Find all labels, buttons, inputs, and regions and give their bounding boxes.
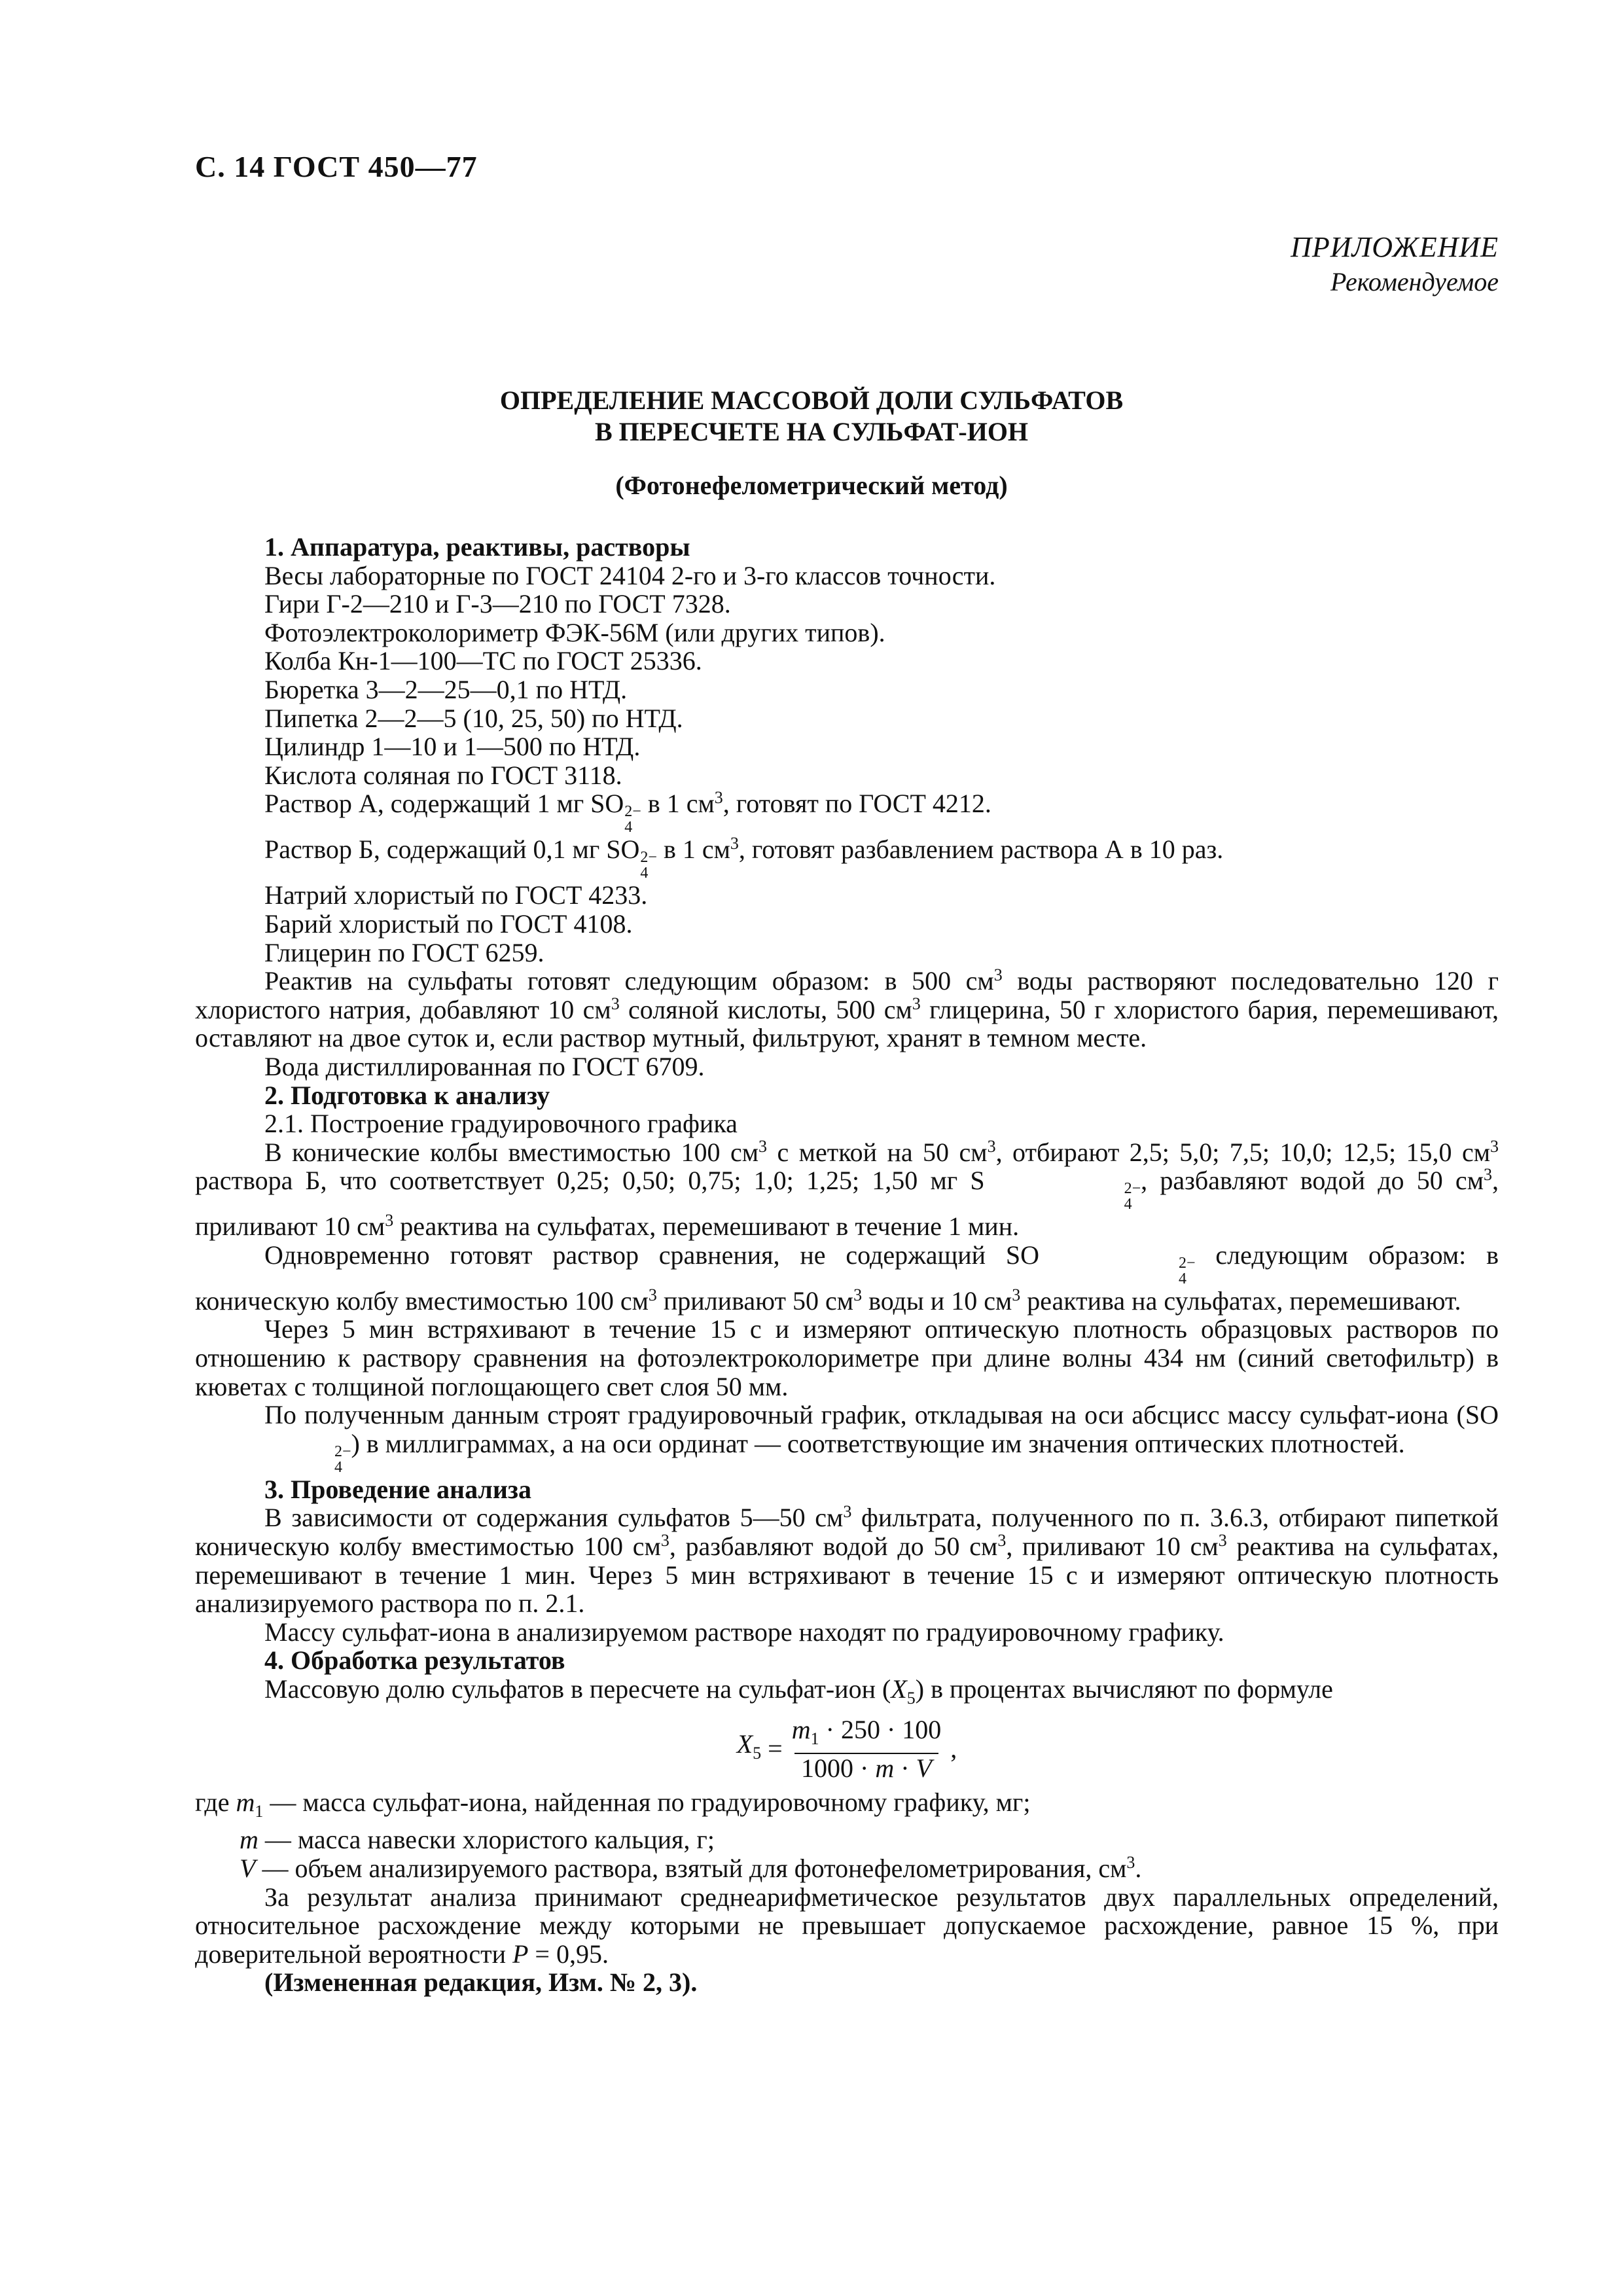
list-item: Цилиндр 1—10 и 1—500 по НТД. [264,732,641,762]
formula-numerator: $m_1 \cdot 250 \cdot 100$ [791,1714,942,1748]
list-item: Пипетка 2—2—5 (10, 25, 50) по НТД. [264,703,683,733]
paragraph: Через 5 мин встряхивают в течение 15 с и измеряют оптическую плотность образцовых растворов по отношению к раствору сравнения на фотоэлектроколориметре при длине волны 434 нм (синий светофильтр) в кюветах с толщиной поглощающего свет слоя 50 мм. [195,1314,1499,1401]
list-item: Глицерин по ГОСТ 6259. [264,937,544,967]
formula: $X_5$ = $\frac{m_1 \cdot 250 \cdot 100}{1000 \cdot m \cdot V}$ , [736,1714,957,1784]
formula-fraction [785,1715,948,1783]
result-paragraph: За результат анализа принимают среднеарифметическое результатов двух параллельных определений, относительное расхождение между которыми не превышает допускаемое расхождение, равное 15 %, при доверительной вероятности P = 0,95. [195,1882,1499,1969]
sulfate-ion-symbol: 2− 4 [640,849,657,882]
sulfate-ion-symbol: 2− 4 [624,803,641,836]
list-item: Барий хлористый по ГОСТ 4108. [264,908,633,939]
water-line: Вода дистиллированная по ГОСТ 6709. [264,1051,705,1081]
list-item: Колба Кн-1—100—ТС по ГОСТ 25336. [264,646,702,676]
paragraph: По полученным данным строят градуировочный график, откладывая на оси абсцисс массу сульфат-иона (SO 2− 4 ) в миллиграммах, а на оси ординат — соответствующие им значения оптических плотностей. [195,1401,1499,1475]
section-heading-2: 2. Подготовка к анализу [264,1080,550,1110]
document-title: ОПРЕДЕЛЕНИЕ МАССОВОЙ ДОЛИ СУЛЬФАТОВ В ПЕРЕСЧЕТЕ НА СУЛЬФАТ-ИОН [499,386,1124,446]
sulfate-ion-symbol: 2− 4 [1179,1254,1196,1287]
list-item: Раствор А, содержащий 1 мг SO 2− 4 в 1 $см^3$, готовят по ГОСТ 4212. [264,788,991,836]
paragraph: Одновременно готовят раствор сравнения, не содержащий SO 2− 4 следующим образом: в коническую колбу вместимостью 100 $см^3$ приливают 50 $см^3$ воды и 10 $см^3$ реактива на сульфатах, перемешивают. [195,1240,1499,1316]
formula-lhs: $X_5$ [736,1729,762,1763]
section-heading-4: 4. Обработка результатов [264,1645,565,1676]
legend-m1: где $m_1$ — масса сульфат-иона, найденная по градуировочному графику, мг; [195,1787,1031,1821]
paragraph: В зависимости от содержания сульфатов 5—50 $см^3$ фильтрата, полученного по п. 3.6.3, отбирают пипеткой коническую колбу вместимостью 100 $см^3$, разбавляют водой до 50 $см^3$, приливают 10 $см^3$ реактива на сульфатах, перемешивают в течение 1 мин. Через 5 мин встряхивают в течение 15 с и измеряют оптическую плотность анализируемого раствора по п. 2.1. [195,1502,1499,1619]
paragraph: Массу сульфат-иона в анализируемом растворе находят по градуировочному графику. [264,1617,1224,1647]
list-item: Бюретка 3—2—25—0,1 по НТД. [264,674,628,704]
appendix-status: Рекомендуемое [1330,267,1499,296]
list-item: Раствор Б, содержащий 0,1 мг SO 2− 4 в 1 $см^3$, готовят разбавлением раствора А в 10 раз. [264,834,1224,882]
legend-v: V — объем анализируемого раствора, взятый для фотонефелометрирования, $см^3$. [240,1852,1142,1883]
section-heading-3: 3. Проведение анализа [264,1474,531,1504]
list-item: Весы лабораторные по ГОСТ 24104 2-го и 3-го классов точности. [264,560,996,590]
sulfate-ion-symbol: 2− 4 [1124,1180,1141,1213]
paragraph: Массовую долю сульфатов в пересчете на сульфат-ион $(X_5)$ в процентах вычисляют по формуле [264,1674,1333,1708]
amendment-note: (Измененная редакция, Изм. № 2, 3). [264,1967,698,1998]
page-header: С. 14 ГОСТ 450—77 [195,150,478,183]
list-item: Гири Г-2—210 и Г-3—210 по ГОСТ 7328. [264,589,731,619]
list-item: Кислота соляная по ГОСТ 3118. [264,760,622,790]
sulfate-ion-symbol: 2− 4 [334,1443,351,1476]
list-item: Натрий хлористый по ГОСТ 4233. [264,880,648,910]
appendix-title: ПРИЛОЖЕНИЕ [1291,231,1499,263]
legend-m: m — масса навески хлористого кальция, г; [240,1825,715,1855]
document-body [195,533,1499,1997]
subsection-2-1: 2.1. Построение градуировочного графика [264,1109,738,1139]
equipment-list [195,562,1499,967]
method-subtitle: (Фотонефелометрический метод) [615,471,1008,500]
section-heading-1: 1. Аппаратура, реактивы, растворы [264,532,690,562]
paragraph: В конические колбы вместимостью 100 $см^3$ с меткой на 50 $см^3$, отбирают 2,5; 5,0; 7,5; 10,0; 12,5; 15,0 $см^3$ раствора Б, что соответствует 0,25; 0,50; 0,75; 1,0; 1,25; 1,50 мг S 2− 4 , разбавляют водой до 50 $см^3$, приливают 10 $см^3$ реактива на сульфатах, перемешивают в течение 1 мин. [195,1136,1499,1242]
formula-denominator: 1000 · m · V [794,1753,938,1783]
appendix-label [1291,230,1499,297]
list-item: Фотоэлектроколориметр ФЭК-56М (или других типов). [264,617,885,647]
reagent-paragraph: Реактив на сульфаты готовят следующим образом: в 500 $см^3$ воды растворяют последовательно 120 г хлористого натрия, добавляют 10 $см^3$ соляной кислоты, 500 $см^3$ глицерина, 50 г хлористого бария, перемешивают, оставляют на двое суток и, если раствор мутный, фильтруют, хранят в темном месте. [195,965,1499,1053]
